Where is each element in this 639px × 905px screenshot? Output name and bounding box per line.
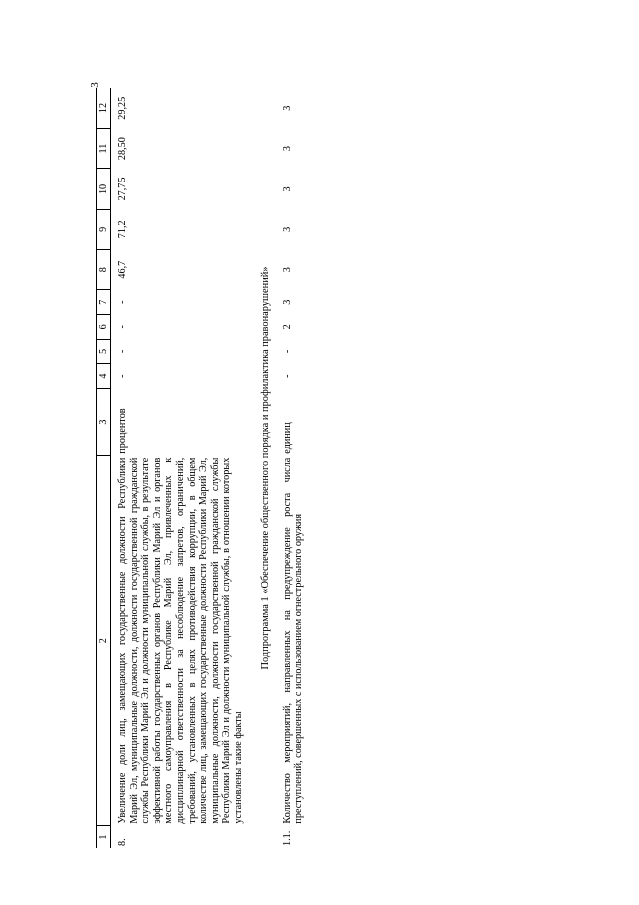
value-cell: 3 bbox=[281, 267, 293, 273]
table-row bbox=[281, 88, 306, 848]
header-cell: 2 bbox=[97, 456, 111, 826]
page-number: 3 bbox=[88, 82, 101, 88]
value-cell: 46,7 bbox=[117, 260, 128, 279]
value-cell: - bbox=[281, 349, 293, 354]
header-cell: 1 bbox=[97, 826, 111, 848]
value-cell: - bbox=[117, 325, 128, 329]
subprogram-title: Подпрограмма 1 «Обеспечение общественного порядка и профилактика правонарушений» bbox=[259, 266, 271, 670]
value-cell: 28,50 bbox=[117, 137, 128, 161]
header-cell: 12 bbox=[97, 88, 111, 128]
header-cell: 7 bbox=[97, 290, 111, 315]
value-cell: - bbox=[117, 374, 128, 378]
value-cell: 71,2 bbox=[117, 220, 128, 239]
value-cell: - bbox=[117, 300, 128, 304]
header-cell: 6 bbox=[97, 314, 111, 339]
rotated-table-sheet bbox=[96, 88, 526, 848]
row-number: 1.1. bbox=[281, 830, 293, 846]
header-cell: 5 bbox=[97, 339, 111, 364]
subprogram-row bbox=[246, 88, 281, 848]
indicator-description: Увеличение доли лиц, замещающих государственные должности Республики Марий Эл, муниципальные должности, должности государственной гражданской службы Республики Марий Эл и должности муниципальной службы, в результате эффективной работы государственных органов Республики Марий Эл и органов местного самоуправления в Республике Марий Эл, привлеченных к дисциплинарной ответственности за несоблюдение запретов, ограничений, требований, установленных в целях противодействия коррупции, в общем количестве лиц, замещающих государственные должности Республики Марий Эл, муниципальные должности, должности государственной гражданской службы Республики Марий Эл и должности муниципальной службы, в отношении которых установлены такие факты bbox=[117, 457, 244, 824]
header-cell: 3 bbox=[97, 388, 111, 455]
value-cell: 3 bbox=[281, 299, 293, 305]
header-cell: 11 bbox=[97, 128, 111, 168]
header-cell: 4 bbox=[97, 364, 111, 389]
value-cell: 3 bbox=[281, 105, 293, 111]
indicator-description: Количество мероприятий, направленных на предупреждение роста числа преступлений, совершенных с использованием огнестрельного оружия bbox=[281, 457, 305, 824]
table-header-row bbox=[97, 88, 111, 848]
value-cell: 3 bbox=[281, 146, 293, 152]
value-cell: 29,25 bbox=[117, 96, 128, 120]
row-number: 8. bbox=[117, 838, 128, 846]
header-cell: 8 bbox=[97, 249, 111, 289]
header-cell: 9 bbox=[97, 209, 111, 249]
unit-cell: единиц bbox=[281, 422, 293, 454]
value-cell: 27,75 bbox=[117, 177, 128, 201]
value-cell: 2 bbox=[281, 324, 293, 330]
table-row bbox=[111, 88, 246, 848]
value-cell: - bbox=[281, 374, 293, 378]
value-cell: 3 bbox=[281, 186, 293, 192]
header-cell: 10 bbox=[97, 169, 111, 209]
unit-cell: процентов bbox=[117, 408, 128, 454]
value-cell: - bbox=[117, 349, 128, 354]
indicators-table bbox=[96, 88, 306, 848]
value-cell: 3 bbox=[281, 226, 293, 232]
